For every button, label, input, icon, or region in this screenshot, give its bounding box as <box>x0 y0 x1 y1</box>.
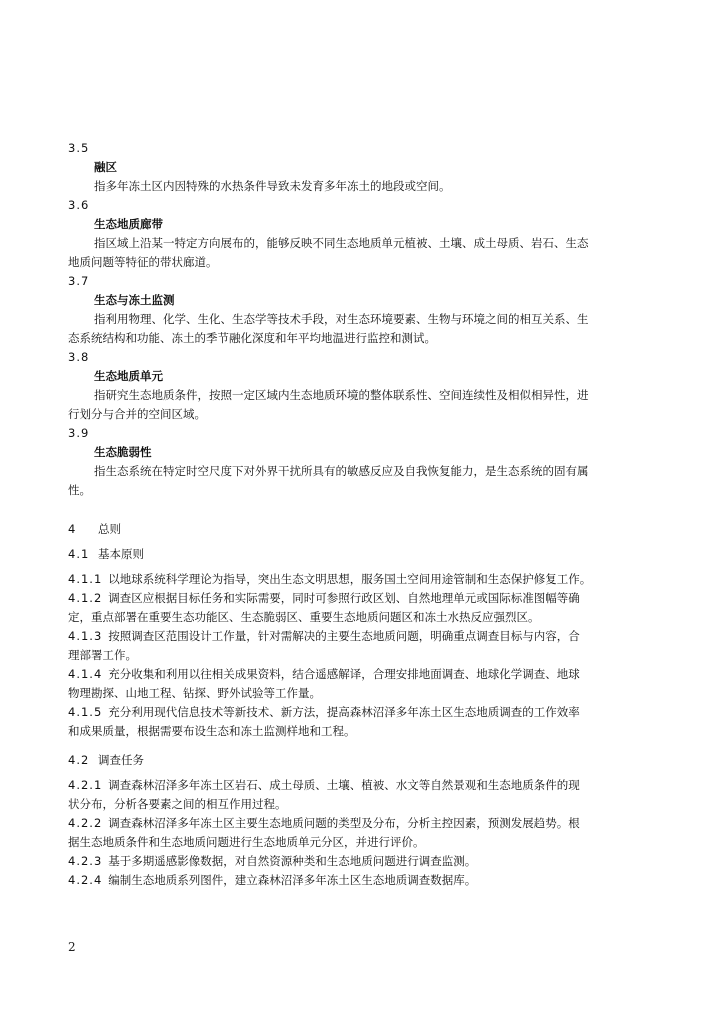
clause-4-1-4 <box>68 665 640 703</box>
document-page <box>68 139 640 890</box>
term-definition-line: 指区域上沿某一特定方向展布的，能够反映不同生态地质单元植被、土壤、成土母质、岩石、生态 <box>94 236 589 250</box>
term-title: 生态脆弱性 <box>94 445 152 459</box>
term-3-6 <box>68 196 640 272</box>
term-title: 生态与冻土监测 <box>94 293 175 307</box>
clause-number: 4.1.2 <box>68 591 103 605</box>
clause-number: 4.2.4 <box>68 873 103 887</box>
term-number: 3.9 <box>68 426 90 440</box>
subsection-number: 4.1 <box>68 547 90 561</box>
section-heading <box>68 520 640 539</box>
page-number: 2 <box>68 940 76 954</box>
clause-text-line: 充分利用现代信息技术等新技术、新方法，提高森林沼泽多年冻土区生态地质调查的工作效率 <box>108 705 580 719</box>
subsection-number: 4.2 <box>68 753 90 767</box>
term-number: 3.8 <box>68 350 90 364</box>
term-number: 3.6 <box>68 198 90 212</box>
clause-text-line: 据生态地质条件和生态地质问题进行生态地质单元分区，并进行评价。 <box>68 835 425 849</box>
term-3-7 <box>68 272 640 348</box>
term-definition-line: 性。 <box>68 483 91 497</box>
clause-text-line: 编制生态地质系列图件，建立森林沼泽多年冻土区生态地质调查数据库。 <box>108 873 477 887</box>
clause-text-line: 和成果质量，根据需要布设生态和冻土监测样地和工程。 <box>68 724 356 738</box>
clause-number: 4.1.4 <box>68 667 103 681</box>
clause-number: 4.2.2 <box>68 816 103 830</box>
term-definition-line: 指多年冻土区内因特殊的水热条件导致未发育多年冻土的地段或空间。 <box>94 179 451 193</box>
term-definition-line: 地质问题等特征的带状廊道。 <box>68 255 218 269</box>
clause-text-line: 充分收集和利用以往相关成果资料，结合遥感解译，合理安排地面调查、地球化学调查、地球 <box>108 667 580 681</box>
subsection-heading <box>68 545 640 564</box>
clause-number: 4.2.3 <box>68 854 103 868</box>
clause-text-line: 状分布，分析各要素之间的相互作用过程。 <box>68 797 287 811</box>
clause-number: 4.1.1 <box>68 572 103 586</box>
subsection-title: 调查任务 <box>98 753 144 767</box>
clause-text-line: 物理勘探、山地工程、钻探、野外试验等工作量。 <box>68 686 321 700</box>
term-definition-line: 行划分与合并的空间区域。 <box>68 407 206 421</box>
clause-4-2-2 <box>68 814 640 852</box>
clause-number: 4.2.1 <box>68 778 103 792</box>
clause-4-2-4 <box>68 871 640 890</box>
clause-4-2-3 <box>68 852 640 871</box>
clause-4-1-3 <box>68 627 640 665</box>
clause-number: 4.1.5 <box>68 705 103 719</box>
clause-text-line: 调查森林沼泽多年冻土区主要生态地质问题的类型及分布，分析主控因素，预测发展趋势。根 <box>108 816 580 830</box>
term-definition-line: 指生态系统在特定时空尺度下对外界干扰所具有的敏感反应及自我恢复能力，是生态系统的固有属 <box>94 464 589 478</box>
clause-4-1-5 <box>68 703 640 741</box>
clause-text-line: 按照调查区范围设计工作量，针对需解决的主要生态地质问题，明确重点调查目标与内容，合 <box>108 629 580 643</box>
clause-text-line: 基于多期遥感影像数据，对自然资源种类和生态地质问题进行调查监测。 <box>108 854 477 868</box>
clause-4-1-1 <box>68 570 640 589</box>
term-title: 生态地质单元 <box>94 369 163 383</box>
term-title: 生态地质廊带 <box>94 217 163 231</box>
clause-number: 4.1.3 <box>68 629 103 643</box>
term-number: 3.5 <box>68 141 90 155</box>
term-3-8 <box>68 348 640 424</box>
subsection-title: 基本原则 <box>98 547 144 561</box>
clause-4-1-2 <box>68 589 640 627</box>
clause-text-line: 以地球系统科学理论为指导，突出生态文明思想，服务国土空间用途管制和生态保护修复工作。 <box>108 572 592 586</box>
clause-4-2-1 <box>68 776 640 814</box>
subsection-heading <box>68 751 640 770</box>
term-number: 3.7 <box>68 274 90 288</box>
term-definition-line: 态系统结构和功能、冻土的季节融化深度和年平均地温进行监控和测试。 <box>68 331 436 345</box>
term-3-9 <box>68 424 640 500</box>
clause-text-line: 定，重点部署在重要生态功能区、生态脆弱区、重要生态地质问题区和冻土水热反应强烈区。 <box>68 610 540 624</box>
section-title: 总则 <box>98 522 121 536</box>
clause-text-line: 调查森林沼泽多年冻土区岩石、成土母质、土壤、植被、水文等自然景观和生态地质条件的现 <box>108 778 580 792</box>
term-definition-line: 指研究生态地质条件，按照一定区域内生态地质环境的整体联系性、空间连续性及相似相异性，进 <box>94 388 589 402</box>
term-3-5 <box>68 139 640 196</box>
term-title: 融区 <box>94 160 117 174</box>
clause-text-line: 调查区应根据目标任务和实际需要，同时可参照行政区划、自然地理单元或国际标准图幅等确 <box>108 591 580 605</box>
term-definition-line: 指利用物理、化学、生化、生态学等技术手段，对生态环境要素、生物与环境之间的相互关系、生 <box>94 312 589 326</box>
clause-text-line: 理部署工作。 <box>68 648 137 662</box>
section-number: 4 <box>68 522 77 536</box>
